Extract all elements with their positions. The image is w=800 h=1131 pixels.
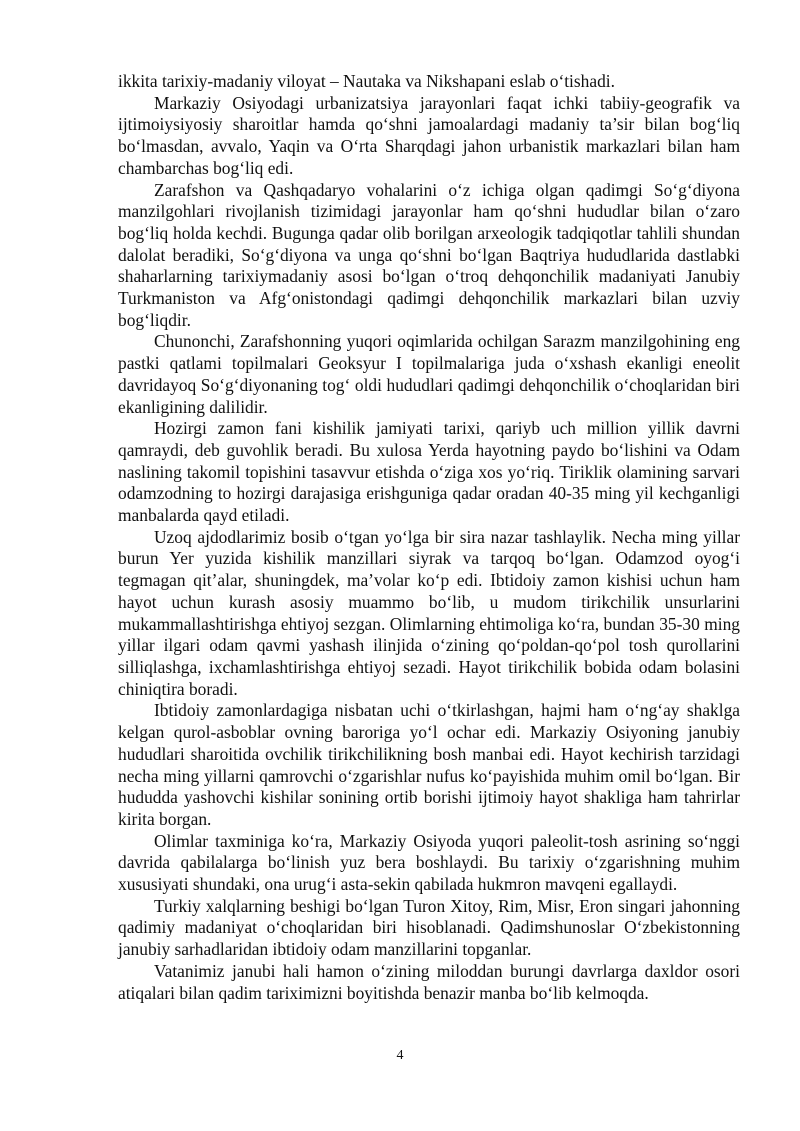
- paragraph: ikkita tarixiy-madaniy viloyat – Nautaka va Nikshapani eslab o‘tishadi.: [118, 71, 615, 91]
- paragraph: Uzoq ajdodlarimiz bosib o‘tgan yo‘lga bir sira nazar tashlaylik. Necha ming yillar burun Yer yuzida kishilik manzillari siyrak va tarqoq bo‘lgan. Odamzod oyog‘i tegmagan qit’alar, shuningdek, ma’volar ko‘p edi. Ibtidoiy zamon kishisi uchun ham hayot uchun kurash asosiy muammo bo‘lib, u mudom tirikchilik unsurlarini mukammallashtirishga ehtiyoj sezgan. Olimlarning ehtimoliga ko‘ra, bundan 35-30 ming yillar ilgari odam qavmi yashash ilinjida o‘zining qo‘poldan-qo‘pol tosh qurollarini silliqlashga, ixchamlashtirishga ehtiyoj sezadi. Hayot tirikchilik bobida odam bolasini chiniqtira boradi.: [118, 526, 740, 699]
- page-body: [118, 71, 740, 1004]
- paragraph: Hozirgi zamon fani kishilik jamiyati tarixi, qariyb uch million yillik davrni qamraydi, deb guvohlik beradi. Bu xulosa Yerda hayotning paydo bo‘lishini va Odam naslining takomil topishini tasavvur etishda o‘ziga xos yo‘riq. Tiriklik olamining sarvari odamzodning to hozirgi darajasiga erishguniga qadar oradan 40-35 ming yil kechganligi manbalarda qayd etiladi.: [118, 418, 740, 526]
- paragraph: Vatanimiz janubi hali hamon o‘zining miloddan burungi davrlarga daxldor osori atiqalari bilan qadim tariximizni boyitishda benazir manba bo‘lib kelmoqda.: [118, 960, 740, 1003]
- paragraph: Olimlar taxminiga ko‘ra, Markaziy Osiyoda yuqori paleolit-tosh asrining so‘nggi davrida qabilalarga bo‘linish yuz bera boshlaydi. Bu tarixiy o‘zgarishning muhim xususiyati shundaki, ona urug‘i asta-sekin qabilada hukmron mavqeni egallaydi.: [118, 830, 740, 895]
- paragraph: Chunonchi, Zarafshonning yuqori oqimlarida ochilgan Sarazm manzilgohining eng pastki qatlami topilmalari Geoksyur I topilmalariga juda o‘xshash ekanligi eneolit davridayoq So‘g‘diyonaning tog‘ oldi hududlari qadimgi dehqonchilik o‘choqlaridan biri ekanligining dalilidir.: [118, 331, 740, 417]
- page-number: 4: [396, 1048, 404, 1063]
- paragraph: Zarafshon va Qashqadaryo vohalarini o‘z ichiga olgan qadimgi So‘g‘diyona manzilgohlari rivojlanish tizimidagi jarayonlar ham qo‘shni hududlar bilan o‘zaro bog‘liq holda kechdi. Bugunga qadar olib borilgan arxeologik tadqiqotlar tahlili shundan dalolat beradiki, So‘g‘diyona va unga qo‘shni bo‘lgan Baqtriya hududlarida dastlabki shaharlarning tarixiymadaniy asosi bo‘lgan o‘troq dehqonchilik madaniyati Janubiy Turkmaniston va Afg‘onistondagi qadimgi dehqonchilik markazlari bilan uzviy bog‘liqdir.: [118, 179, 740, 330]
- paragraph: Markaziy Osiyodagi urbanizatsiya jarayonlari faqat ichki tabiiy-geografik va ijtimoiysiyosiy sharoitlar hamda qo‘shni jamoalardagi madaniy ta’sir bilan bog‘liq bo‘lmasdan, avvalo, Yaqin va O‘rta Sharqdagi jahon urbanistik markazlari bilan ham chambarchas bog‘liq edi.: [118, 92, 740, 178]
- paragraph: Turkiy xalqlarning beshigi bo‘lgan Turon Xitoy, Rim, Misr, Eron singari jahonning qadimiy madaniyat o‘choqlaridan biri hisoblanadi. Qadimshunoslar O‘zbekistonning janubiy sarhadlaridan ibtidoiy odam manzillarini topganlar.: [118, 895, 740, 960]
- paragraph: Ibtidoiy zamonlardagiga nisbatan uchi o‘tkirlashgan, hajmi ham o‘ng‘ay shaklga kelgan qurol-asboblar ovning baroriga yo‘l ochar edi. Markaziy Osiyoning janubiy hududlari sharoitida ovchilik tirikchilikning bosh manbai edi. Hayot kechirish tarzidagi necha ming yillarni qamrovchi o‘zgarishlar nufus ko‘payishida muhim omil bo‘lgan. Bir hududda yashovchi kishilar sonining ortib borishi ijtimoiy hayot shakliga ham tahrirlar kirita borgan.: [118, 700, 740, 829]
